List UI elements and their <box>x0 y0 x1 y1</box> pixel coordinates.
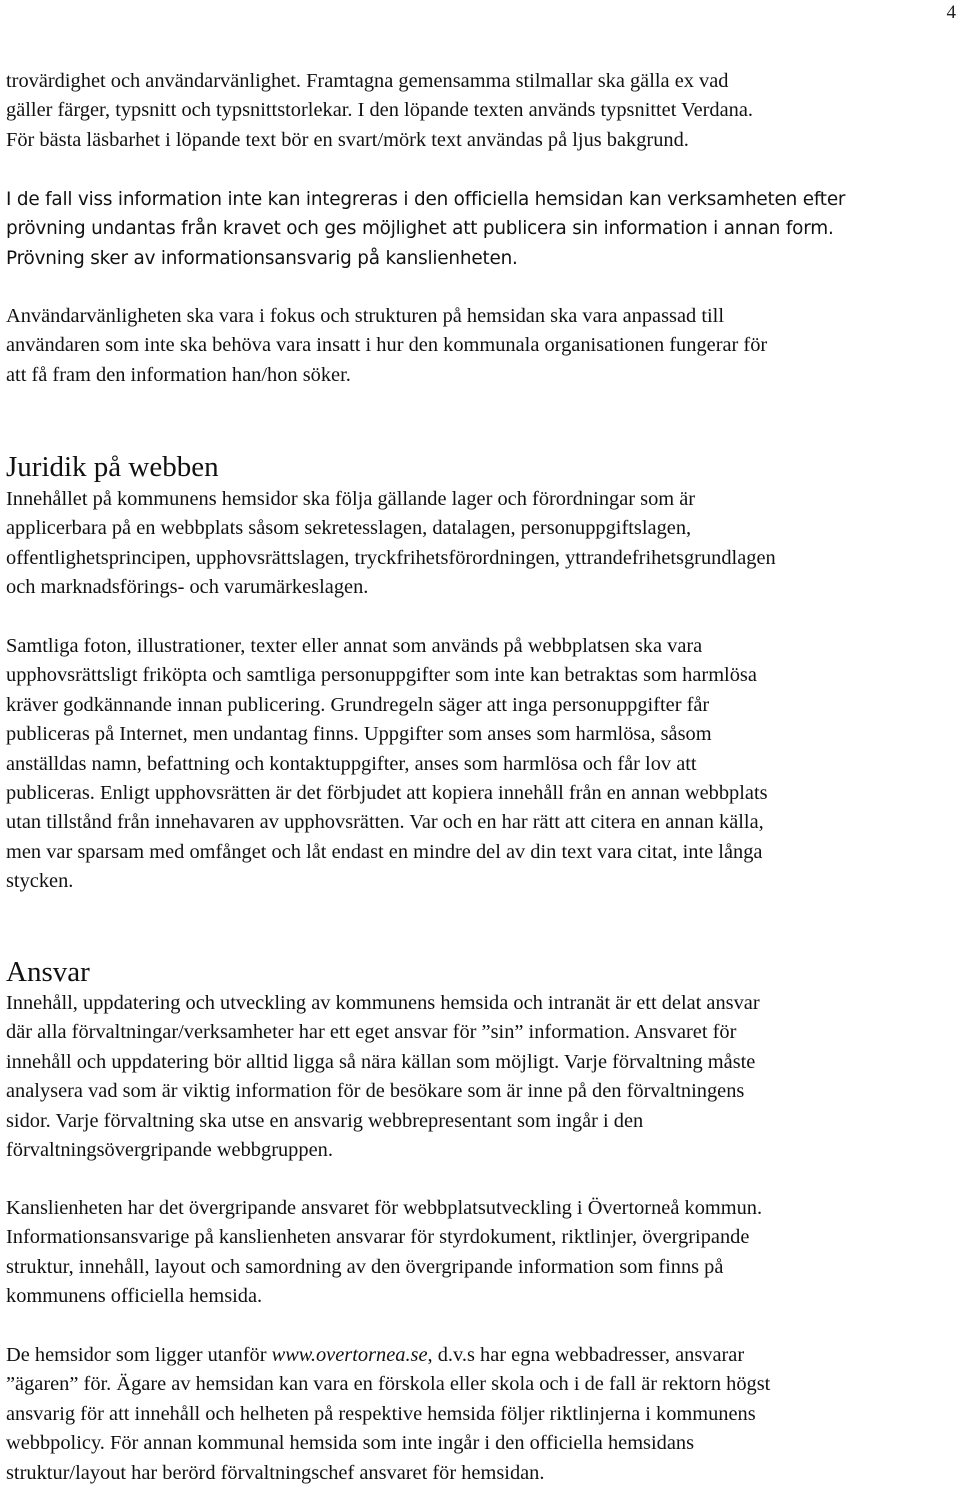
text-line: anställdas namn, befattning och kontaktuppgifter, anses som harmlösa och får lov att <box>6 752 697 775</box>
text-segment: De hemsidor som ligger utanför <box>6 1344 272 1366</box>
text-line: gäller färger, typsnitt och typsnittstorlekar. I den löpande texten används typsnittet Verdana. <box>6 99 754 122</box>
text-line: Kanslienheten har det övergripande ansvaret för webbplatsutveckling i Övertorneå kommun. <box>6 1197 763 1219</box>
text-line: prövning undantas från kravet och ges möjlighet att publicera sin information i annan form. <box>6 218 834 240</box>
text-line: offentlighetsprincipen, upphovsrättslagen, tryckfrihetsförordningen, yttrandefrihetsgrundlagen <box>6 546 776 569</box>
text-line: webbpolicy. För annan kommunal hemsida som inte ingår i den officiella hemsidans <box>6 1432 695 1455</box>
text-line: Prövning sker av informationsansvarig på kanslienheten. <box>6 247 518 269</box>
paragraph-usability <box>6 302 767 390</box>
text-line: Användarvänligheten ska vara i fokus och strukturen på hemsidan ska vara anpassad till <box>6 305 724 327</box>
text-line: användaren som inte ska behöva vara insatt i hur den kommunala organisationen fungerar för <box>6 334 768 357</box>
text-segment: , d.v.s har egna webbadresser, ansvarar <box>427 1344 745 1366</box>
text-line: upphovsrättsligt friköpta och samtliga personuppgifter som inte kan betraktas som harmlösa <box>6 664 757 687</box>
text-line: förvaltningsövergripande webbgruppen. <box>6 1139 333 1162</box>
website-address: www.overtornea.se <box>271 1344 428 1366</box>
text-line: kommunens officiella hemsida. <box>6 1285 263 1308</box>
paragraph-exception <box>6 185 845 273</box>
text-line: sidor. Varje förvaltning ska utse en ansvarig webbrepresentant som ingår i den <box>6 1109 644 1132</box>
text-line: Innehållet på kommunens hemsidor ska följa gällande lager och förordningar som är <box>6 488 696 510</box>
text-line: struktur, innehåll, layout och samordning av den övergripande information som finns på <box>6 1255 724 1278</box>
text-line <box>6 1341 770 1370</box>
paragraph-juridik-copyright <box>6 632 768 897</box>
paragraph-ansvar-shared <box>6 989 760 1165</box>
text-line: att få fram den information han/hon söker. <box>6 363 351 386</box>
page-number: 4 <box>946 2 956 23</box>
text-line: I de fall viss information inte kan integreras i den officiella hemsidan kan verksamheten efter <box>6 189 846 210</box>
paragraph-intro <box>6 67 753 155</box>
text-line: ”ägaren” för. Ägare av hemsidan kan vara en förskola eller skola och i de fall är rektorn högst <box>6 1373 771 1396</box>
paragraph-juridik-laws <box>6 485 776 603</box>
text-line: trovärdighet och användarvänlighet. Framtagna gemensamma stilmallar ska gälla ex vad <box>6 70 729 92</box>
text-line: stycken. <box>6 870 74 893</box>
paragraph-ansvar-other-sites <box>6 1341 770 1488</box>
text-line: ansvarig för att innehåll och helheten på respektive hemsida följer riktlinjerna i kommunens <box>6 1402 756 1425</box>
text-line: utan tillstånd från innehavaren av upphovsrätten. Var och en har rätt att citera en annan källa, <box>6 811 764 834</box>
text-line: Informationsansvarige på kanslienheten ansvarar för styrdokument, riktlinjer, övergripande <box>6 1226 750 1249</box>
section-heading-ansvar: Ansvar <box>6 956 90 988</box>
text-line: För bästa läsbarhet i löpande text bör en svart/mörk text användas på ljus bakgrund. <box>6 128 689 151</box>
text-line: publiceras. Enligt upphovsrätten är det förbjudet att kopiera innehåll från en annan webbplats <box>6 782 768 805</box>
text-line: Samtliga foton, illustrationer, texter eller annat som används på webbplatsen ska vara <box>6 635 703 657</box>
text-line: publiceras på Internet, men undantag finns. Uppgifter som anses som harmlösa, såsom <box>6 723 712 746</box>
text-line: men var sparsam med omfånget och låt endast en mindre del av din text vara citat, inte långa <box>6 840 763 863</box>
text-line: struktur/layout har berörd förvaltningschef ansvaret för hemsidan. <box>6 1461 545 1484</box>
text-line: Innehåll, uppdatering och utveckling av kommunens hemsida och intranät är ett delat ansvar <box>6 992 760 1014</box>
text-line: innehåll och uppdatering bör alltid ligga så nära källan som möjligt. Varje förvaltning måste <box>6 1050 756 1073</box>
paragraph-ansvar-kanslienheten <box>6 1194 762 1312</box>
text-line: applicerbara på en webbplats såsom sekretesslagen, datalagen, personuppgiftslagen, <box>6 517 692 540</box>
text-line: och marknadsförings- och varumärkeslagen. <box>6 576 369 599</box>
text-line: där alla förvaltningar/verksamheter har ett eget ansvar för ”sin” information. Ansvaret för <box>6 1021 737 1044</box>
section-heading-juridik: Juridik på webben <box>6 451 219 483</box>
text-line: kräver godkännande innan publicering. Grundregeln säger att inga personuppgifter får <box>6 693 710 716</box>
text-line: analysera vad som är viktig information för de besökare som är inne på den förvaltningens <box>6 1080 745 1103</box>
